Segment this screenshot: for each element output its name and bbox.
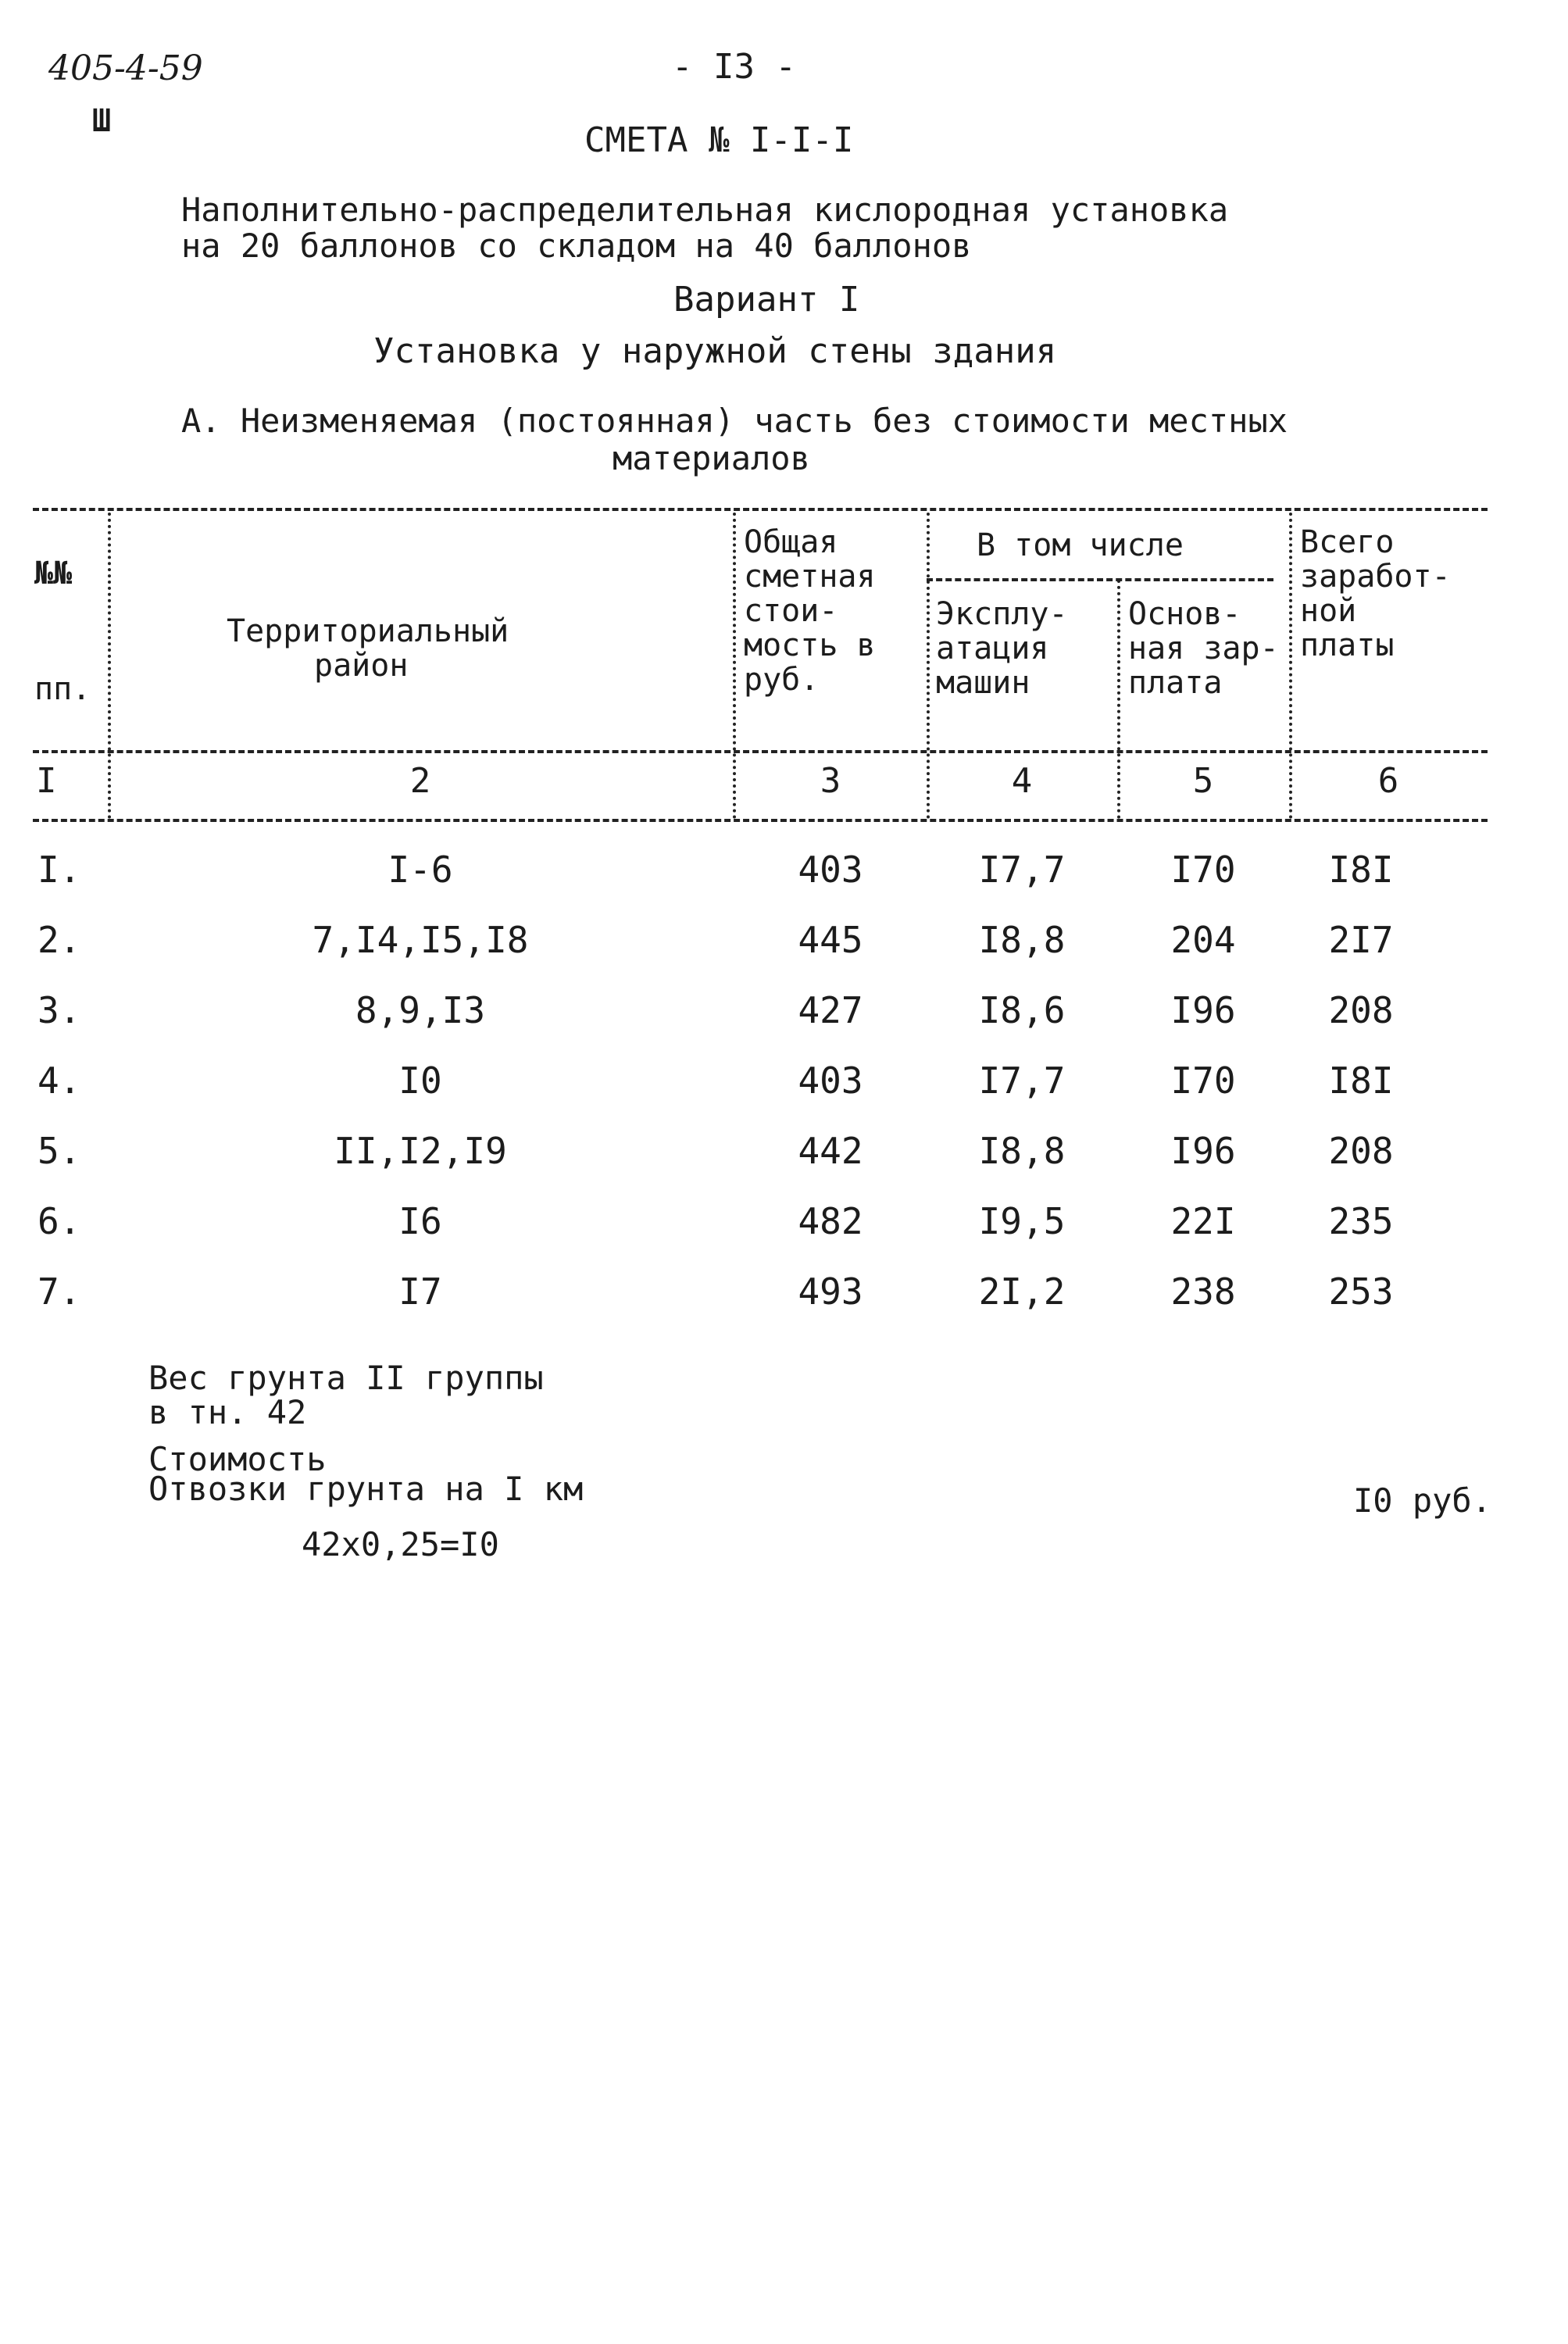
machines-cell: I7,7	[978, 1059, 1066, 1102]
page-number: - I3 -	[672, 47, 796, 87]
column-number: 6	[1377, 761, 1399, 801]
variant-label: Вариант I	[673, 280, 860, 320]
total-cost-cell: 427	[798, 989, 863, 1031]
header-col1-line1: №№	[34, 556, 73, 591]
base-wages-cell: I96	[1170, 989, 1236, 1031]
column-number: 3	[820, 761, 841, 801]
base-wages-cell: 238	[1170, 1270, 1236, 1313]
base-wages-cell: 22I	[1170, 1200, 1236, 1242]
header-col6-line3: ной	[1300, 593, 1357, 629]
total-cost-cell: 403	[798, 1059, 863, 1102]
column-number: 4	[1011, 761, 1033, 801]
row-number: 6.	[38, 1200, 81, 1242]
object-title-line1: Наполнительно-распределительная кислородная установка	[181, 191, 1229, 229]
section-mark: Ш	[92, 103, 112, 139]
soil-weight-line2: в тн. 42	[148, 1393, 307, 1431]
column-number: I	[36, 761, 57, 801]
base-wages-cell: I96	[1170, 1130, 1236, 1172]
total-wages-cell: I8I	[1328, 849, 1394, 891]
header-col6-line1: Всего	[1300, 524, 1395, 560]
machines-cell: I8,8	[978, 1130, 1066, 1172]
total-wages-cell: I8I	[1328, 1059, 1394, 1102]
smeta-title: СМЕТА № I-I-I	[584, 120, 854, 160]
region-cell: II,I2,I9	[334, 1130, 507, 1172]
machines-cell: 2I,2	[978, 1270, 1066, 1313]
total-cost-cell: 493	[798, 1270, 863, 1313]
header-col2-line2: район	[314, 648, 409, 684]
region-cell: I6	[398, 1200, 442, 1242]
total-cost-cell: 445	[798, 919, 863, 961]
region-cell: I7	[398, 1270, 442, 1313]
total-cost-cell: 482	[798, 1200, 863, 1242]
region-cell: 7,I4,I5,I8	[312, 919, 529, 961]
header-col5-line2: ная зар-	[1128, 631, 1279, 666]
row-number: 3.	[38, 989, 81, 1031]
header-group-in-total: В том числе	[977, 527, 1184, 563]
haul-calculation: 42х0,25=I0	[302, 1525, 499, 1563]
soil-weight-line1: Вес грунта II группы	[148, 1359, 544, 1397]
column-numbers-rule	[33, 819, 1488, 822]
total-wages-cell: 208	[1328, 989, 1394, 1031]
base-wages-cell: I70	[1170, 849, 1236, 891]
row-number: 2.	[38, 919, 81, 961]
machines-cell: I9,5	[978, 1200, 1066, 1242]
header-col1-line2: пп.	[34, 671, 91, 707]
column-number: 5	[1192, 761, 1214, 801]
header-col6-line4: платы	[1300, 627, 1395, 663]
row-number: 7.	[38, 1270, 81, 1313]
total-wages-cell: 235	[1328, 1200, 1394, 1242]
installation-label: Установка у наружной стены здания	[373, 331, 1057, 371]
base-wages-cell: I70	[1170, 1059, 1236, 1102]
region-cell: 8,9,I3	[355, 989, 486, 1031]
row-number: 5.	[38, 1130, 81, 1172]
machines-cell: I7,7	[978, 849, 1066, 891]
table-top-rule	[33, 508, 1488, 511]
header-col3-line1: Общая	[744, 524, 838, 560]
header-col3-line5: руб.	[744, 662, 820, 698]
header-col2-line1: Территориальный	[227, 613, 509, 649]
region-cell: I0	[398, 1059, 442, 1102]
header-col3-line3: стои-	[744, 593, 838, 629]
total-wages-cell: 208	[1328, 1130, 1394, 1172]
haul-label: Отвозки грунта на I км	[148, 1470, 584, 1508]
base-wages-cell: 204	[1170, 919, 1236, 961]
part-title-line1: А. Неизменяемая (постоянная) часть без стоимости местных	[181, 402, 1288, 440]
header-col4-line3: машин	[936, 665, 1030, 701]
header-col3-line4: мость в	[744, 627, 876, 663]
object-title-line2: на 20 баллонов со складом на 40 баллонов	[181, 227, 972, 265]
machines-cell: I8,6	[978, 989, 1066, 1031]
part-title-line2: материалов	[613, 439, 810, 477]
row-number: I.	[38, 849, 81, 891]
total-cost-cell: 442	[798, 1130, 863, 1172]
region-cell: I-6	[388, 849, 453, 891]
machines-cell: I8,8	[978, 919, 1066, 961]
cost-label: Стоимость	[148, 1440, 327, 1478]
total-wages-cell: 2I7	[1328, 919, 1394, 961]
haul-cost-value: I0 руб.	[1353, 1481, 1492, 1520]
header-col3-line2: сметная	[744, 559, 876, 595]
header-col5-line3: плата	[1128, 665, 1223, 701]
total-wages-cell: 253	[1328, 1270, 1394, 1313]
header-col4-line1: Эксплу-	[936, 596, 1068, 632]
document-code: 405-4-59	[48, 48, 203, 88]
header-bottom-rule	[33, 750, 1488, 753]
group-header-rule	[927, 578, 1273, 581]
row-number: 4.	[38, 1059, 81, 1102]
column-number: 2	[409, 761, 431, 801]
header-col6-line2: заработ-	[1300, 559, 1451, 595]
header-col5-line1: Основ-	[1128, 596, 1241, 632]
total-cost-cell: 403	[798, 849, 863, 891]
header-col4-line2: атация	[936, 631, 1049, 666]
